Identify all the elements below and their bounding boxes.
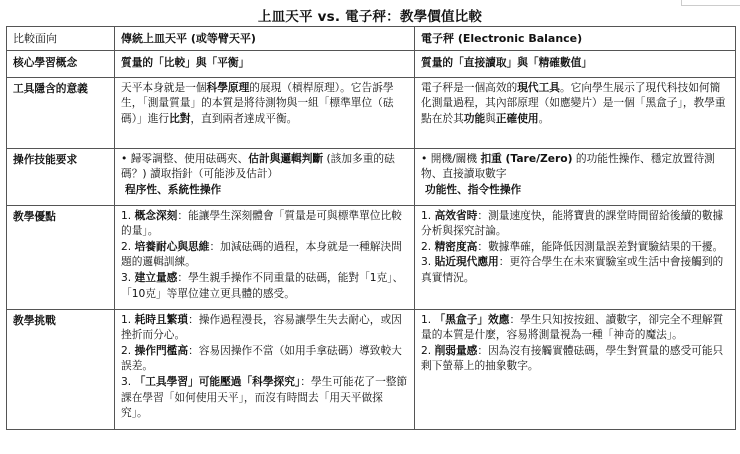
row-label-meaning: 工具隱含的意義 — [7, 77, 115, 148]
header-electronic: 電子秤 (Electronic Balance) — [415, 27, 736, 51]
cell-meaning-electronic: 電子秤是一個高效的現代工具。它向學生展示了現代科技如何簡化測量過程，其內部原理（如應變片）是一個「黑盒子」，教學重點在於其功能與正確使用。 — [415, 77, 736, 148]
list-item: 3. 「工具學習」可能壓過「科學探究」：學生可能花了一整節課在學習「如何使用天平」，而沒有時間去「用天平做探究」。 — [121, 374, 408, 420]
cell-skills-electronic: • 開機/關機 扣重 (Tare/Zero) 的功能性操作、穩定放置待測物、直接讀取數字 功能性、指令性操作 — [415, 148, 736, 205]
table-row — [7, 50, 736, 77]
cell-meaning-balance: 天平本身就是一個科學原理的展現（槓桿原理）。它告訴學生，「測量質量」的本質是將待測物與一組「標準單位（砝碼）」進行比對，直到兩者達成平衡。 — [115, 77, 415, 148]
header-balance: 傳統上皿天平 (或等臂天平) — [115, 27, 415, 51]
list-item: 2. 削弱量感：因為沒有接觸實體砝碼，學生對質量的感受可能只剩下螢幕上的抽象數字。 — [421, 343, 724, 373]
cell-advantages-electronic — [415, 205, 736, 309]
row-label-skills: 操作技能要求 — [7, 148, 115, 205]
cell-concept-balance: 質量的「比較」與「平衡」 — [115, 50, 415, 77]
list-item: 2. 精密度高：數據準確，能降低因測量誤差對實驗結果的干擾。 — [421, 239, 724, 253]
list-item: 1. 「黑盒子」效應：學生只知按按鈕、讀數字，卻完全不理解質量的本質是什麼，容易將測量視為一種「神奇的魔法」。 — [421, 312, 724, 342]
header-aspect: 比較面向 — [7, 27, 115, 51]
comparison-table — [6, 26, 736, 430]
cell-challenges-balance — [115, 309, 415, 429]
list-item: 1. 概念深刻：能讓學生深刻體會「質量是可與標準單位比較的量」。 — [121, 208, 402, 238]
table-header-row — [7, 27, 736, 51]
table-row — [7, 309, 736, 429]
list-item: 2. 培養耐心與思維：加減砝碼的過程，本身就是一種解決問題的邏輯訓練。 — [121, 239, 402, 269]
page-title: 上皿天平 vs. 電子秤：教學價值比較 — [257, 9, 483, 25]
cell-challenges-electronic — [415, 309, 736, 429]
list-item: • 歸零調整、使用砝碼夾、估計與邏輯判斷 (該加多重的砝碼？) 讀取指針（可能涉及估計） — [121, 151, 408, 182]
corner-divider — [681, 0, 740, 6]
list-item: 2. 操作門檻高：容易因操作不當（如用手拿砝碼）導致較大誤差。 — [121, 343, 402, 373]
row-label-concept: 核心學習概念 — [7, 50, 115, 77]
list-item: • 開機/關機 扣重 (Tare/Zero) 的功能性操作、穩定放置待測物、直接讀取數字 — [421, 151, 729, 182]
row-label-challenges: 教學挑戰 — [7, 309, 115, 429]
list-item: 3. 貼近現代應用：更符合學生在未來實驗室或生活中會接觸到的真實情況。 — [421, 255, 724, 284]
table-row — [7, 77, 736, 148]
cell-advantages-balance — [115, 205, 415, 309]
row-label-advantages: 教學優點 — [7, 205, 115, 309]
list-item: 3. 建立量感：學生親手操作不同重量的砝碼，能對「1克」、「10克」等單位建立更具體的感受。 — [121, 270, 404, 300]
cell-concept-electronic: 質量的「直接讀取」與「精確數值」 — [415, 50, 736, 77]
list-item: 1. 耗時且繁瑣：操作過程漫長，容易讓學生失去耐心，或因挫折而分心。 — [121, 312, 402, 342]
list-item: 1. 高效省時：測量速度快，能將寶貴的課堂時間留給後續的數據分析與探究討論。 — [421, 208, 724, 238]
table-row — [7, 148, 736, 205]
table-row — [7, 205, 736, 309]
cell-skills-balance: • 歸零調整、使用砝碼夾、估計與邏輯判斷 (該加多重的砝碼？) 讀取指針（可能涉及估計） 程序性、系統性操作 — [115, 148, 415, 205]
